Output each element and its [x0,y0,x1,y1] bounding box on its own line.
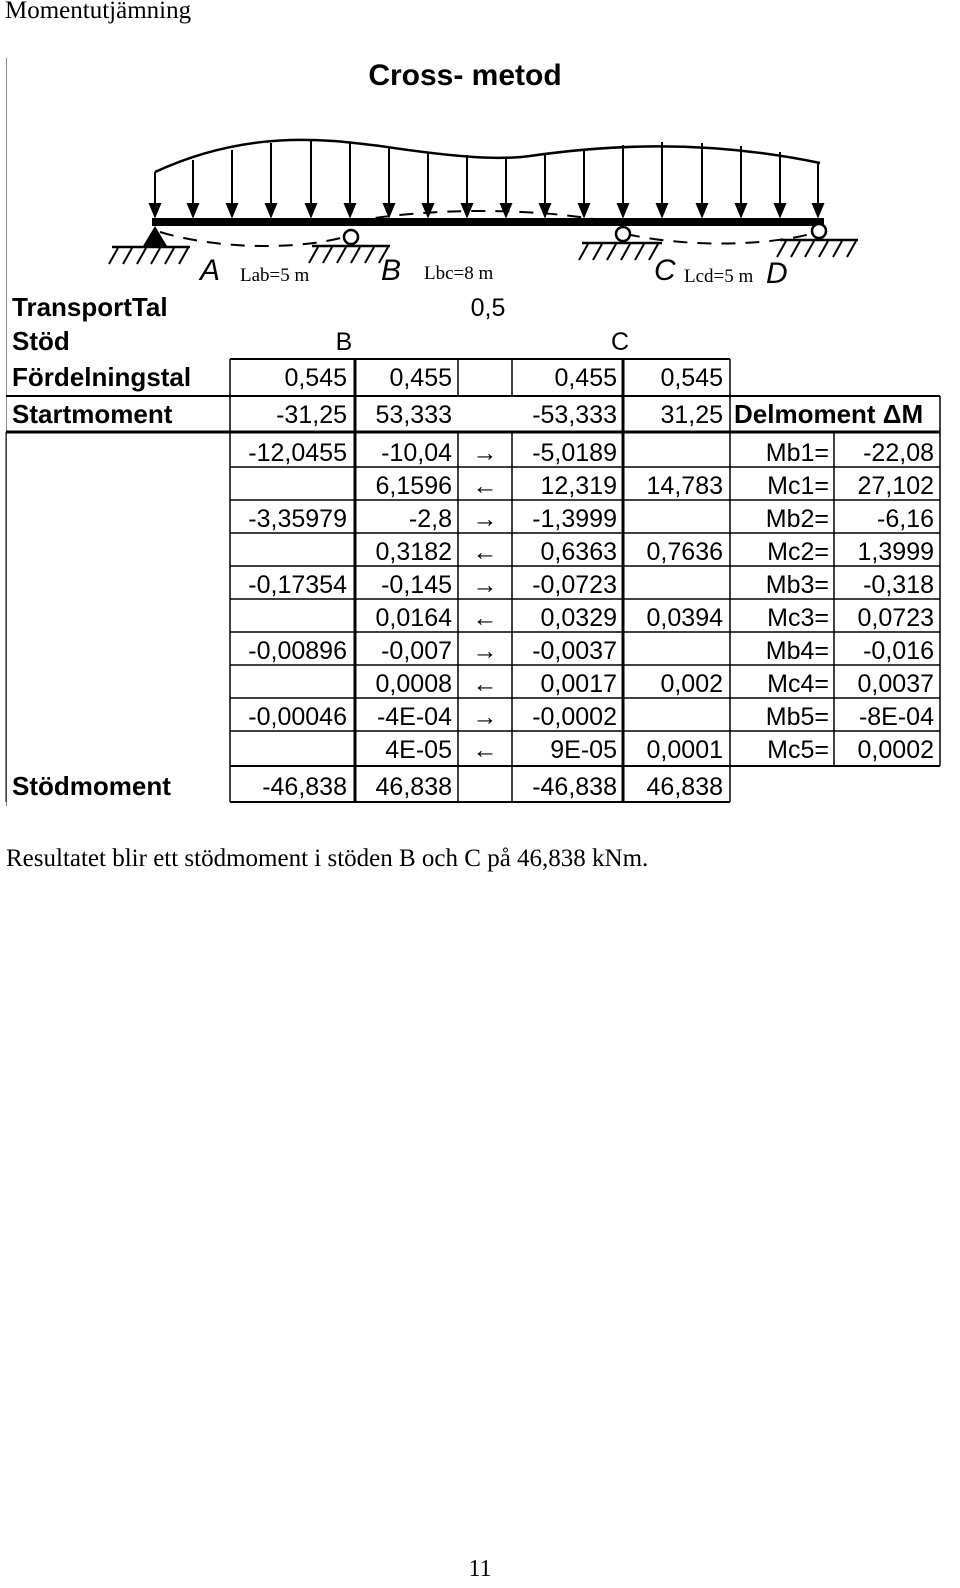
iter-8-delm-value: 0,0037 [857,670,934,698]
load-arrows [150,140,823,216]
iter-9-delm-value: -8E-04 [858,703,934,731]
iter-4-b-right: 0,3182 [375,538,452,566]
stodmoment-c-left: -46,838 [532,773,617,801]
iter-4-delm-label: Mc2= [767,538,829,566]
iter-7-c-left: -0,0037 [532,637,617,665]
iter-10-delm-label: Mc5= [767,736,829,764]
iter-5-arrow: → [472,571,498,599]
iter-10-c-right: 0,0001 [646,736,723,764]
iter-3-b-right: -2,8 [408,505,452,533]
support-d [777,224,858,257]
transport-value: 0,5 [470,294,506,322]
stodmoment-b-left: -46,838 [262,773,347,801]
iter-3-arrow: → [472,505,498,533]
iter-10-arrow: ← [472,736,498,764]
iter-1-c-left: -5,0189 [532,439,617,467]
iter-2-arrow: ← [472,472,498,500]
iter-8-delm-label: Mc4= [767,670,829,698]
iter-5-c-left: -0,0723 [532,571,617,599]
stodmoment-label: Stödmoment [12,771,171,801]
stod-b: B [335,328,353,356]
start-c-left: -53,333 [532,401,617,429]
support-label-c: C [654,254,676,287]
fordelning-c-right: 0,545 [660,364,723,392]
iter-7-delm-value: -0,016 [863,637,934,665]
support-label-d: D [766,257,788,290]
iter-5-delm-value: -0,318 [863,571,934,599]
span-label-ab: Lab=5 m [240,265,310,286]
iter-9-arrow: → [472,703,498,731]
iter-1-b-left: -12,0455 [248,439,347,467]
iter-4-delm-value: 1,3999 [857,538,934,566]
stod-label: Stöd [12,326,70,356]
iter-6-delm-label: Mc3= [767,604,829,632]
distributed-load-curve [155,140,820,172]
iter-2-c-right: 14,783 [646,472,723,500]
start-label: Startmoment [12,399,173,429]
iter-1-delm-label: Mb1= [765,439,829,467]
iter-2-c-left: 12,319 [540,472,617,500]
iter-5-b-right: -0,145 [381,571,452,599]
stod-c: C [610,328,630,356]
stodmoment-b-right: 46,838 [375,773,452,801]
iter-7-b-right: -0,007 [381,637,452,665]
iter-8-c-right: 0,002 [660,670,723,698]
iter-8-b-right: 0,0008 [375,670,452,698]
iter-6-c-right: 0,0394 [646,604,723,632]
iter-1-delm-value: -22,08 [863,439,934,467]
page-heading: Momentutjämning [5,0,192,24]
fordelning-b-right: 0,455 [389,364,452,392]
iter-3-b-left: -3,35979 [248,505,347,533]
iter-6-arrow: ← [472,604,498,632]
iter-10-delm-value: 0,0002 [857,736,934,764]
iter-6-c-left: 0,0329 [540,604,617,632]
start-c-right: 31,25 [660,401,723,429]
iter-9-b-right: -4E-04 [376,703,452,731]
start-b-right: 53,333 [375,401,452,429]
page-number: 11 [468,1556,492,1582]
start-b-left: -31,25 [276,401,347,429]
iter-2-b-right: 6,1596 [375,472,452,500]
iter-5-delm-label: Mb3= [765,571,829,599]
iter-10-b-right: 4E-05 [385,736,452,764]
support-b [309,230,390,263]
fordelning-b-left: 0,545 [284,364,347,392]
iter-6-delm-value: 0,0723 [857,604,934,632]
iter-5-b-left: -0,17354 [248,571,347,599]
iter-7-delm-label: Mb4= [765,637,829,665]
span-label-cd: Lcd=5 m [684,266,754,287]
iter-4-c-left: 0,6363 [540,538,617,566]
iter-2-delm-label: Mc1= [767,472,829,500]
iter-2-delm-value: 27,102 [857,472,934,500]
result-caption: Resultatet blir ett stödmoment i stöden B och C på 46,838 kNm. [6,845,649,872]
iter-4-arrow: ← [472,538,498,566]
support-label-b: B [381,254,402,287]
iter-9-c-left: -0,0002 [532,703,617,731]
iter-7-arrow: → [472,637,498,665]
iter-8-arrow: ← [472,670,498,698]
span-label-bc: Lbc=8 m [424,263,494,284]
iteration-rows [248,439,934,764]
iter-3-c-left: -1,3999 [532,505,617,533]
iter-3-delm-value: -6,16 [877,505,934,533]
iter-8-c-left: 0,0017 [540,670,617,698]
iter-7-b-left: -0,00896 [248,637,347,665]
figure-title: Cross- metod [368,59,562,92]
iter-3-delm-label: Mb2= [765,505,829,533]
support-a [109,226,190,264]
beam-diagram [109,140,858,290]
iter-4-c-right: 0,7636 [646,538,723,566]
fordelning-c-left: 0,455 [554,364,617,392]
iter-9-b-left: -0,00046 [248,703,347,731]
beam [152,218,824,226]
iter-1-arrow: → [472,439,498,467]
fordelning-label: Fördelningstal [12,362,192,392]
stodmoment-c-right: 46,838 [646,773,723,801]
iter-9-delm-label: Mb5= [765,703,829,731]
support-c [579,227,662,260]
transport-label: TransportTal [12,292,168,322]
deflection-line [160,211,818,246]
delmoment-label: Delmoment ΔM [734,399,924,429]
support-label-a: A [200,254,221,287]
iter-10-c-left: 9E-05 [550,736,617,764]
iter-6-b-right: 0,0164 [375,604,452,632]
iter-1-b-right: -10,04 [381,439,452,467]
